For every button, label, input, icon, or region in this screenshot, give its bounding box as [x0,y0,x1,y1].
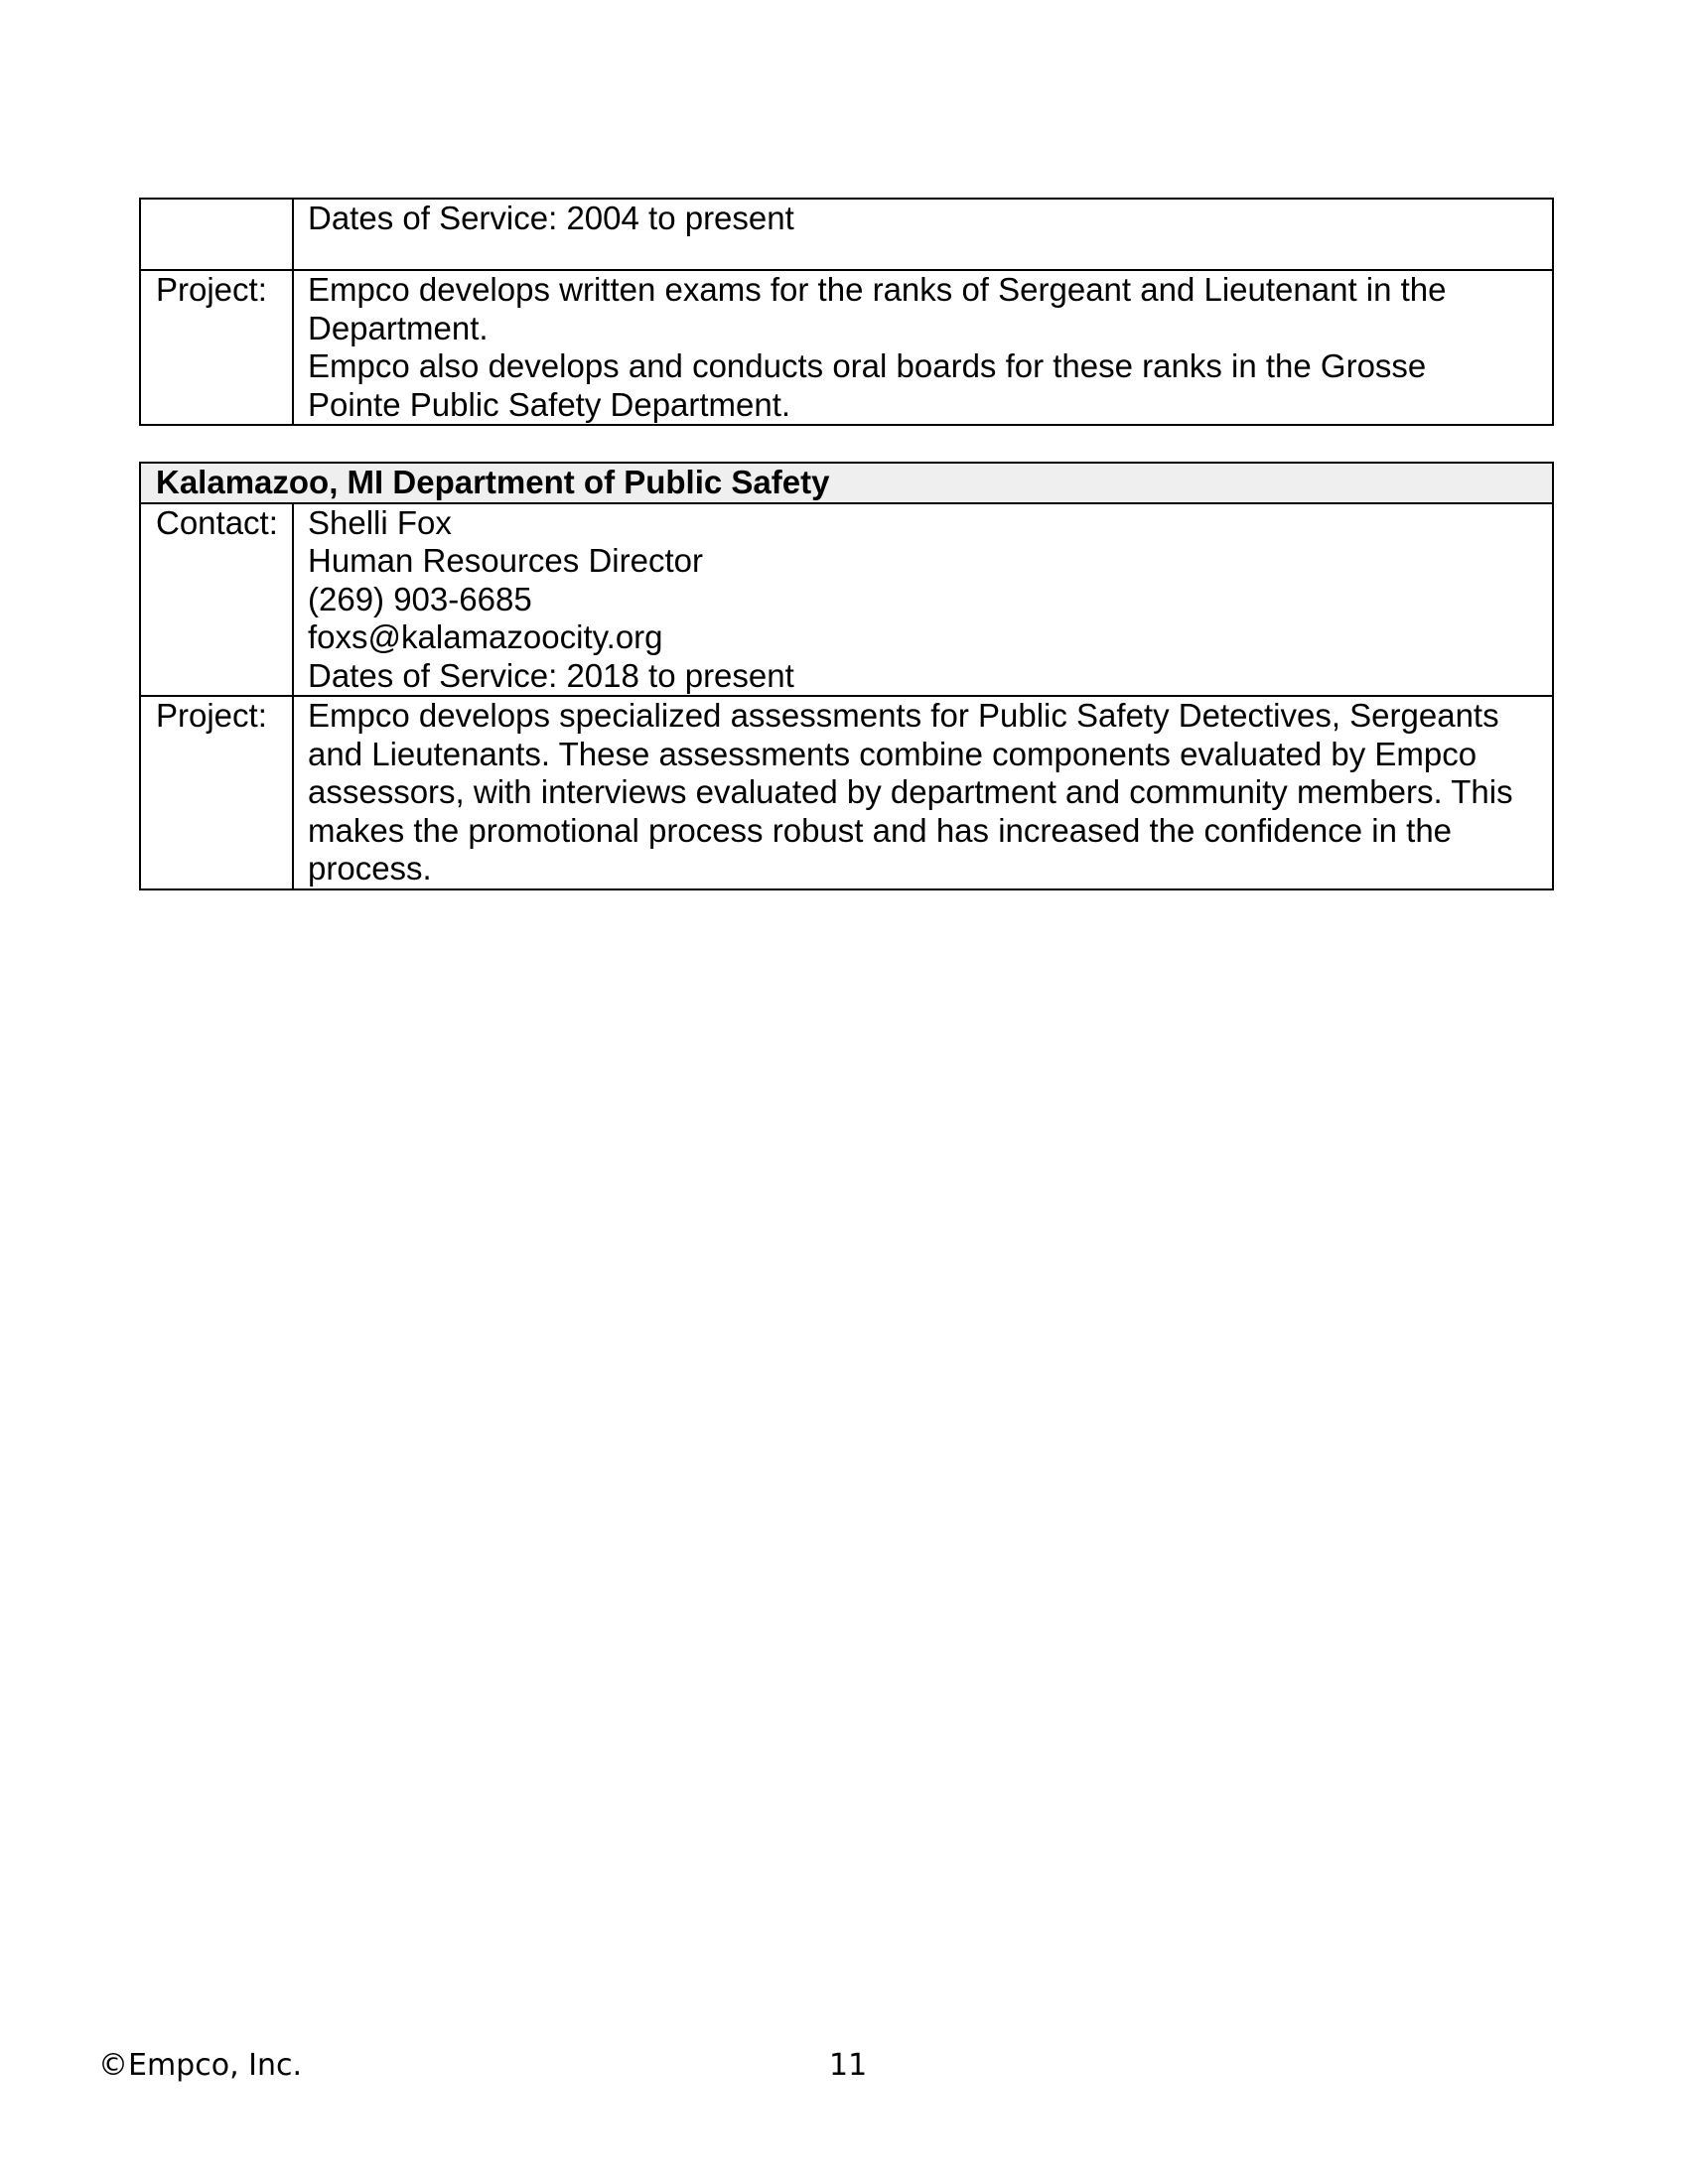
header-row [140,463,1553,503]
dates-of-service: Dates of Service: 2004 to present [308,200,794,236]
project-description [293,696,1553,889]
project-line: Pointe Public Safety Department. [308,385,791,423]
contact-row [140,503,1553,697]
project-row [140,270,1553,425]
organization-header: Kalamazoo, MI Department of Public Safety [140,463,1553,503]
contact-details [293,503,1553,697]
dates-of-service: Dates of Service: 2018 to present [308,656,794,694]
project-line: assessors, with interviews evaluated by department and community members. This [308,773,1513,810]
dates-row [140,199,1553,270]
project-line: Empco develops specialized assessments for Public Safety Detectives, Sergeants [308,697,1499,734]
project-description [293,270,1553,425]
contact-email: foxs@kalamazoocity.org [308,618,663,655]
project-label: Project: [140,696,293,889]
empty-label-cell [140,199,293,270]
project-line: Empco also develops and conducts oral boards for these ranks in the Grosse [308,347,1427,384]
contact-phone: (269) 903-6685 [308,580,532,617]
project-line: makes the promotional process robust and has increased the confidence in the [308,811,1453,849]
page-number: 11 [829,2048,868,2083]
project-line: Empco develops written exams for the ranks of Sergeant and Lieutenant in the [308,271,1447,308]
contact-title: Human Resources Director [308,542,703,579]
project-line: and Lieutenants. These assessments combine components evaluated by Empco [308,735,1477,772]
project-label: Project: [140,270,293,425]
footer-copyright: ©Empco, Inc. [98,2048,303,2083]
project-line: process. [308,850,432,887]
reference-table-kalamazoo [139,462,1554,890]
contact-name: Shelli Fox [308,503,452,541]
reference-table-continued [139,198,1554,426]
contact-label: Contact: [140,503,293,697]
project-line: Department. [308,309,489,346]
dates-cell [293,199,1553,270]
project-row [140,696,1553,889]
